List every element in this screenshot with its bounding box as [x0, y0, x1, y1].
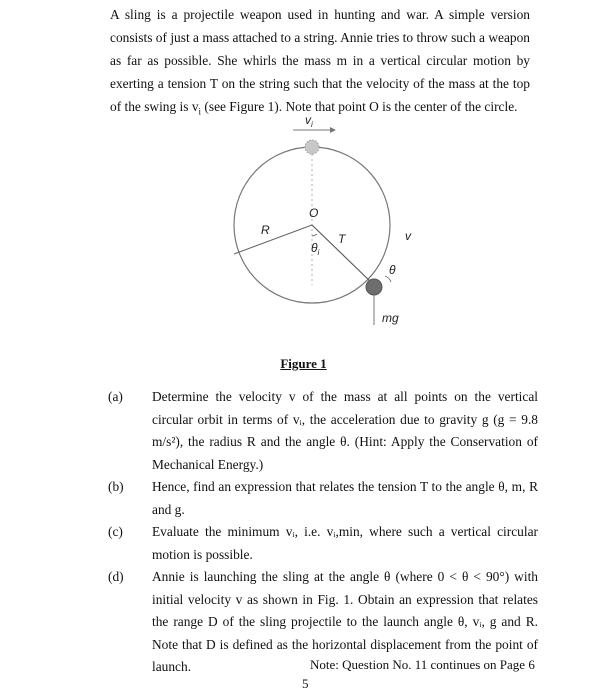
vi-arrowhead	[330, 127, 336, 133]
part-label: (c)	[108, 524, 123, 539]
O-label: O	[309, 206, 319, 220]
part-text: Hence, find an expression that relates the tension T to the angle θ, m, R and g.	[152, 479, 538, 517]
vi-label: $v_i$	[305, 113, 313, 129]
figure-1-diagram	[225, 110, 425, 340]
continuation-note: Note: Question No. 11 continues on Page 6	[310, 657, 535, 672]
radius-line	[234, 225, 312, 254]
theta-i-arc	[312, 234, 317, 236]
intro-paragraph: A sling is a projectile weapon used in hunting and war. A simple version consists of just a mass attached to a string. Annie tries to throw such a weapon as far as possible. She whirls the mass m in a vertical circular motion by exerting a tension T on the string such that the velocity of the mass at the top of the swing is $v_i$ (see Figure 1). Note that point O is the center of the circle.	[110, 7, 530, 117]
part-c	[108, 521, 538, 566]
part-a	[108, 386, 538, 476]
theta-i-label: $\theta_i$	[311, 241, 320, 257]
page-number: 5	[302, 676, 309, 691]
part-label: (b)	[108, 479, 124, 494]
circular-motion-svg	[225, 110, 425, 340]
mass-launch	[366, 279, 382, 295]
figure-caption: Figure 1	[280, 356, 327, 371]
problem-intro	[110, 3, 530, 124]
theta-label: θ	[389, 263, 396, 277]
mass-top	[305, 140, 319, 154]
part-label: (d)	[108, 569, 124, 584]
mg-label: mg	[382, 311, 399, 325]
part-label: (a)	[108, 389, 123, 404]
v-label: v	[405, 229, 411, 243]
part-text: Determine the velocity v of the mass at all points on the vertical circular orbit in terms of vᵢ, the acceleration due to gravity g (g = 9.8 m/s²), the radius R and the angle θ. (Hint: Apply the Conservation of Mechanical Energy.)	[152, 389, 538, 472]
part-b	[108, 476, 538, 521]
R-label: R	[261, 223, 270, 237]
question-parts	[108, 386, 538, 679]
part-text: Annie is launching the sling at the angle θ (where 0 < θ < 90°) with initial velocity v as shown in Fig. 1. Obtain an expression that relates the range D of the sling projectile to the launch angle θ, vᵢ, g and R. Note that D is defined as the horizontal displacement from the point of launch.	[152, 569, 538, 674]
part-text: Evaluate the minimum vᵢ, i.e. vᵢ,min, where such a vertical circular motion is possible.	[152, 524, 538, 562]
T-label: T	[338, 232, 346, 246]
